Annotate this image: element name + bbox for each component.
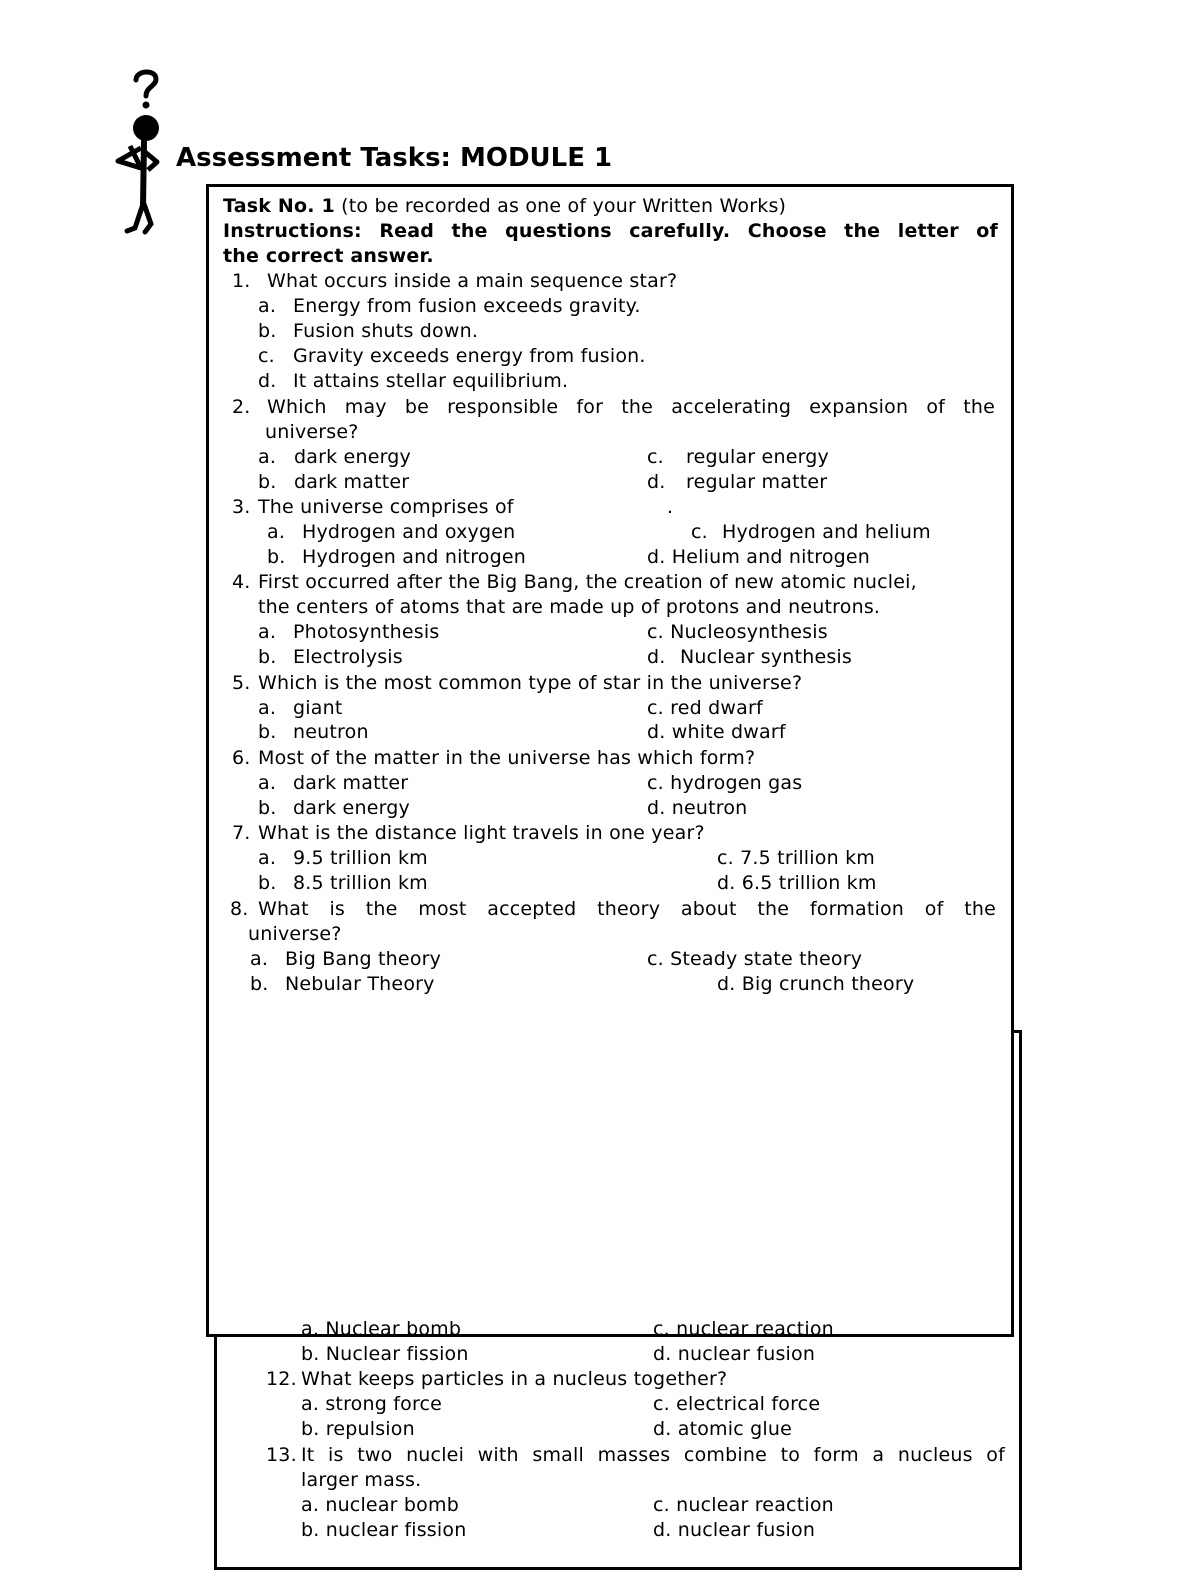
option-c: c. Nucleosynthesis [647, 621, 828, 643]
question-number: 2. [232, 396, 251, 418]
option-text: 8.5 trillion km [293, 872, 428, 894]
option-letter: d. [647, 471, 666, 493]
question-number: 5. [232, 672, 251, 694]
option-letter: a. [250, 948, 269, 970]
option-d: d. Big crunch theory [717, 973, 915, 995]
option-a: a. strong force [301, 1393, 443, 1415]
option-d: d. nuclear fusion [653, 1343, 816, 1365]
option-letter: c. [647, 446, 664, 468]
option-b: b. repulsion [301, 1418, 415, 1440]
option-text: neutron [293, 721, 369, 743]
option-letter: a. [258, 697, 277, 719]
option-text: Hydrogen and nitrogen [302, 546, 527, 568]
option-letter: a. [258, 446, 277, 468]
option-text: dark matter [294, 471, 410, 493]
option-c: c. nuclear reaction [653, 1494, 834, 1516]
option-d: d. nuclear fusion [653, 1519, 816, 1541]
option-letter: c. [258, 345, 275, 367]
instructions-line-1: Instructions: Read the questions carefully. Choose the letter of [223, 220, 998, 242]
option-letter: b. [258, 646, 277, 668]
question-number: 1. [232, 270, 251, 292]
option-letter: a. [258, 847, 277, 869]
question-number: 6. [232, 747, 251, 769]
option-text: dark energy [293, 797, 410, 819]
task-label: Task No. 1 [223, 195, 335, 217]
question-number: 3. [232, 496, 251, 518]
option-letter: b. [258, 872, 277, 894]
question-text-cont: universe? [265, 421, 359, 443]
option-text: Energy from fusion exceeds gravity. [293, 295, 641, 317]
option-letter: b. [258, 721, 277, 743]
option-a: a. Nuclear bomb [301, 1318, 462, 1340]
option-letter: a. [258, 621, 277, 643]
option-text: Hydrogen and oxygen [302, 521, 516, 543]
question-text: First occurred after the Big Bang, the creation of new atomic nuclei, [258, 571, 917, 593]
option-b: b. Nuclear fission [301, 1343, 469, 1365]
option-d: d. neutron [647, 797, 748, 819]
task-note: (to be recorded as one of your Written Works) [341, 195, 787, 217]
option-letter: b. [258, 320, 277, 342]
question-text-cont: larger mass. [301, 1469, 422, 1491]
question-number: 13. [266, 1444, 297, 1466]
page-title: Assessment Tasks: MODULE 1 [176, 143, 613, 173]
option-text: It attains stellar equilibrium. [293, 370, 569, 392]
option-c: c. 7.5 trillion km [717, 847, 875, 869]
task-heading [223, 194, 786, 219]
instructions-line-2: the correct answer. [223, 245, 434, 267]
option-letter: b. [258, 797, 277, 819]
option-letter: a. [267, 521, 286, 543]
question-text: The universe comprises of [258, 496, 514, 518]
blank-end: . [667, 496, 674, 518]
option-text: dark energy [294, 446, 411, 468]
option-d: d. 6.5 trillion km [717, 872, 877, 894]
option-text: Hydrogen and helium [722, 521, 931, 543]
option-c: c. Steady state theory [647, 948, 863, 970]
option-d: d. Helium and nitrogen [647, 546, 871, 568]
option-text: 9.5 trillion km [293, 847, 428, 869]
question-text: It is two nuclei with small masses combine to form a nucleus of [301, 1444, 1005, 1466]
option-text: dark matter [293, 772, 409, 794]
option-letter: b. [258, 471, 277, 493]
thinking-figure-icon [110, 66, 172, 238]
option-b: b. nuclear fission [301, 1519, 467, 1541]
question-text-cont: the centers of atoms that are made up of protons and neutrons. [258, 596, 881, 618]
option-letter: d. [647, 646, 666, 668]
question-text: What is the most accepted theory about the formation of the [258, 898, 996, 920]
option-text: Nebular Theory [285, 973, 435, 995]
option-text: Big Bang theory [285, 948, 442, 970]
option-text: Fusion shuts down. [293, 320, 479, 342]
option-c: c. hydrogen gas [647, 772, 803, 794]
option-letter: d. [258, 370, 277, 392]
question-number: 8. [230, 898, 249, 920]
option-c: c. nuclear reaction [653, 1318, 834, 1340]
option-d: d. atomic glue [653, 1418, 793, 1440]
option-text: regular matter [686, 471, 828, 493]
question-text: What keeps particles in a nucleus together? [301, 1368, 728, 1390]
option-text: Gravity exceeds energy from fusion. [293, 345, 646, 367]
option-d: d. white dwarf [647, 721, 786, 743]
question-text: What occurs inside a main sequence star? [267, 270, 678, 292]
question-text: Which is the most common type of star in the universe? [258, 672, 803, 694]
option-text: Photosynthesis [293, 621, 440, 643]
option-letter: b. [250, 973, 269, 995]
option-letter: a. [258, 772, 277, 794]
option-a: a. nuclear bomb [301, 1494, 459, 1516]
option-c: c. red dwarf [647, 697, 763, 719]
question-number: 4. [232, 571, 251, 593]
option-letter: b. [267, 546, 286, 568]
option-text: giant [293, 697, 343, 719]
question-number: 12. [266, 1368, 297, 1390]
question-text: Which may be responsible for the accelerating expansion of the [267, 396, 995, 418]
question-text-cont: universe? [248, 923, 342, 945]
option-text: Nuclear synthesis [680, 646, 853, 668]
question-text: What is the distance light travels in one year? [258, 822, 705, 844]
option-text: Electrolysis [293, 646, 403, 668]
question-number: 7. [232, 822, 251, 844]
question-text: Most of the matter in the universe has which form? [258, 747, 756, 769]
option-text: regular energy [686, 446, 829, 468]
option-c: c. electrical force [653, 1393, 821, 1415]
option-letter: c. [691, 521, 708, 543]
option-letter: a. [258, 295, 277, 317]
